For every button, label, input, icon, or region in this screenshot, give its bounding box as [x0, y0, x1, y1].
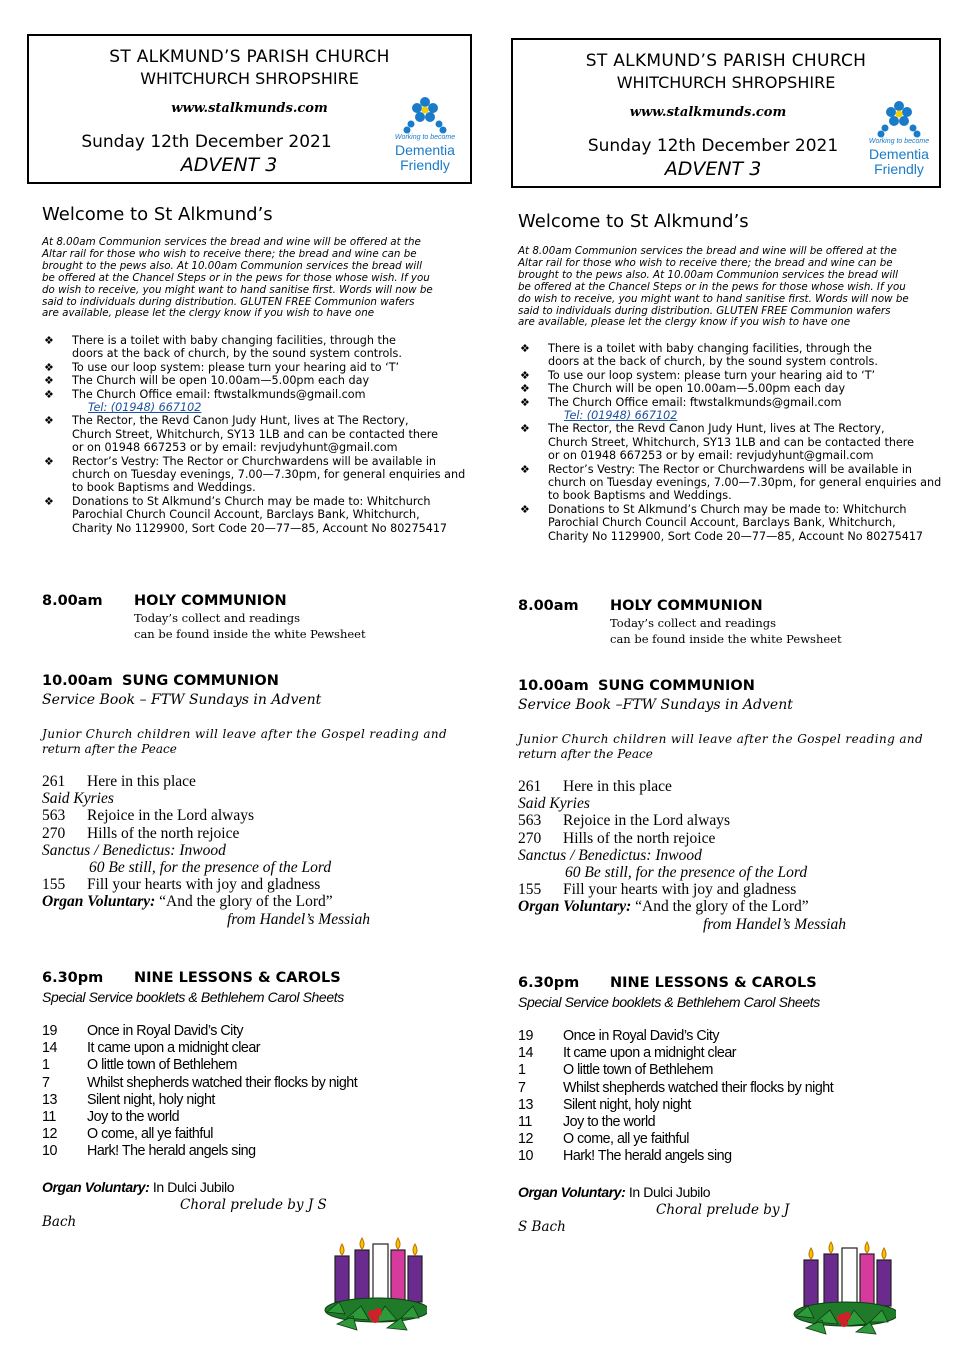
carol-row: 13 Silent night, holy night — [42, 1091, 215, 1108]
hymn-list — [518, 778, 943, 933]
hymn-row: 60 Be still, for the presence of the Lord — [565, 863, 808, 881]
choral-prelude: Choral prelude by J S — [180, 1197, 327, 1213]
carol-row: 12 O come, all ye faithful — [42, 1126, 213, 1143]
church-town: WHITCHURCH SHROPSHIRE — [140, 69, 359, 88]
intro-line: brought to the pews also. At 10.00am Communion services the bread will — [518, 268, 898, 281]
service-note: can be found inside the white Pewsheet — [134, 627, 366, 641]
hymn-row: 155 Fill your hearts with joy and gladness — [42, 876, 321, 894]
service-time: 8.00am — [42, 593, 103, 609]
intro-line: said to individuals during distribution. GLUTEN FREE Communion wafers — [518, 304, 891, 317]
hymn-row: 261 Here in this place — [518, 778, 672, 795]
service-name: NINE LESSONS & CAROLS — [134, 970, 341, 986]
bullet-loop: ❖ To use our loop system: please turn your hearing aid to ‘T’ — [520, 368, 876, 382]
church-name: ST ALKMUND’S PARISH CHURCH — [109, 47, 390, 67]
carol-row: 11 Joy to the world — [42, 1108, 180, 1125]
logo-line2: Dementia — [395, 142, 455, 158]
diamond-bullet-icon: ❖ — [44, 334, 54, 347]
welcome-title: Welcome to St Alkmund’s — [518, 211, 749, 232]
intro-paragraph — [42, 237, 467, 320]
diamond-bullet-icon: ❖ — [520, 382, 530, 396]
header-box — [511, 38, 941, 188]
carol-row: 12 O come, all ye faithful — [518, 1131, 689, 1148]
bullet-rector: ❖ The Rector, the Revd Canon Judy Hunt, lives at The Rectory, Church Street, Whitchurch, SY13 1LB and can be contacted there or on 01948 667253 or by email: revjudyhunt@gmail.com — [520, 422, 915, 463]
info-bullets — [518, 342, 943, 543]
welcome-title: Welcome to St Alkmund’s — [42, 204, 273, 225]
voluntary-source: from Handel’s Messiah — [703, 915, 846, 933]
organ-voluntary: Organ Voluntary: In Dulci Jubilo — [42, 1179, 235, 1195]
organ-voluntary: Organ Voluntary: “And the glory of the Lord” — [42, 893, 333, 911]
hymn-row: 261 Here in this place — [42, 773, 196, 790]
service-date: Sunday 12th December 2021 — [587, 136, 839, 156]
diamond-bullet-icon: ❖ — [44, 360, 54, 374]
intro-line: brought to the pews also. At 10.00am Communion services the bread will — [42, 259, 422, 272]
carol-list — [42, 1023, 472, 1161]
diamond-bullet-icon: ❖ — [520, 342, 530, 355]
bullet-rector: ❖ The Rector, the Revd Canon Judy Hunt, lives at The Rectory, Church Street, Whitchurch, SY13 1LB and can be contacted there or on 01948 667253 or by email: revjudyhunt@gmail.com — [44, 414, 439, 455]
hymn-row: Sanctus / Benedictus: Inwood — [42, 841, 226, 859]
diamond-bullet-icon: ❖ — [44, 414, 54, 428]
office-phone-link[interactable]: Tel: (01948) 667102 — [88, 401, 202, 415]
bullet-donations: ❖ Donations to St Alkmund’s Church may be made to: Whitchurch Parochial Church Council Account, Barclays Bank, Whitchurch, Charity No 1129900, Sort Code 20—77—85, Account No 80275417 — [44, 494, 448, 535]
service-note: Today’s collect and readings — [610, 616, 777, 630]
hymn-row: 155 Fill your hearts with joy and gladness — [518, 881, 797, 899]
choral-prelude: Choral prelude by J — [656, 1202, 790, 1218]
carol-row: 14 It came upon a midnight clear — [42, 1040, 261, 1057]
intro-line: said to individuals during distribution. GLUTEN FREE Communion wafers — [42, 295, 415, 308]
intro-paragraph — [518, 246, 940, 329]
hymn-row: Said Kyries — [42, 790, 114, 808]
hymn-row: 563 Rejoice in the Lord always — [518, 812, 731, 830]
forget-me-not-flower-icon — [389, 94, 461, 134]
junior-church-note: return after the Peace — [518, 747, 653, 761]
intro-line: be offered at the Chancel Steps or in the pews for those whose wish. If you — [42, 271, 430, 284]
occasion-title: ADVENT 3 — [180, 154, 278, 176]
service-book: Service Book – FTW Sundays in Advent — [42, 692, 322, 708]
logo-line3: Friendly — [400, 157, 450, 173]
service-note: Today’s collect and readings — [134, 611, 301, 625]
diamond-bullet-icon: ❖ — [520, 502, 530, 516]
diamond-bullet-icon: ❖ — [520, 422, 530, 436]
carol-row: 13 Silent night, holy night — [518, 1096, 691, 1113]
diamond-bullet-icon: ❖ — [520, 395, 530, 409]
service-note: can be found inside the white Pewsheet — [610, 632, 842, 646]
logo-line2: Dementia — [869, 146, 929, 162]
carol-row: 10 Hark! The herald angels sing — [42, 1143, 256, 1160]
intro-line: are available, please let the clergy know if you wish to have one — [42, 307, 375, 320]
hymn-row: Sanctus / Benedictus: Inwood — [518, 846, 702, 864]
forget-me-not-flower-icon — [863, 98, 935, 138]
bullet-toilet: ❖ There is a toilet with baby changing facilities, through the doors at the back of church, by the sound system controls. — [44, 334, 402, 361]
booklets-note: Special Service booklets & Bethlehem Carol Sheets — [518, 994, 820, 1010]
dementia-friendly-logo — [863, 98, 935, 186]
carol-row: 1 O little town of Bethlehem — [42, 1057, 237, 1074]
hymn-row: 270 Hills of the north rejoice — [518, 829, 716, 847]
carol-row: 11 Joy to the world — [518, 1113, 656, 1130]
diamond-bullet-icon: ❖ — [44, 387, 54, 401]
bullet-toilet: ❖ There is a toilet with baby changing facilities, through the doors at the back of church, by the sound system controls. — [520, 342, 878, 369]
service-time: 10.00am — [518, 678, 589, 694]
junior-church-note: Junior Church children will leave after the Gospel reading and — [42, 727, 448, 741]
website: www.stalkmunds.com — [629, 105, 787, 120]
intro-line: do wish to receive, you might want to hand sanitise first. Words will now be — [518, 292, 909, 305]
junior-church-note: return after the Peace — [42, 742, 177, 756]
office-phone-link[interactable]: Tel: (01948) 667102 — [564, 409, 678, 423]
service-name: SUNG COMMUNION — [598, 678, 755, 694]
diamond-bullet-icon: ❖ — [44, 454, 54, 468]
carol-row: 10 Hark! The herald angels sing — [518, 1148, 732, 1165]
service-time: 10.00am — [42, 673, 113, 689]
occasion-title: ADVENT 3 — [664, 158, 762, 180]
bullet-vestry: ❖ Rector’s Vestry: The Rector or Churchwardens will be available in church on Tuesday evenings, 7.00—7.30pm, for general enquiries and to book Baptisms and Weddings. — [520, 462, 942, 503]
service-name: HOLY COMMUNION — [610, 598, 763, 614]
hymn-list — [42, 773, 472, 928]
hymn-row: 60 Be still, for the presence of the Lord — [89, 858, 332, 876]
service-time: 6.30pm — [42, 970, 104, 986]
service-date: Sunday 12th December 2021 — [81, 132, 332, 152]
carol-row: 7 Whilst shepherds watched their flocks by night — [42, 1074, 358, 1091]
logo-line3: Friendly — [874, 161, 924, 177]
info-bullets — [42, 334, 477, 535]
booklets-note: Special Service booklets & Bethlehem Carol Sheets — [42, 989, 344, 1005]
service-name: HOLY COMMUNION — [134, 593, 287, 609]
diamond-bullet-icon: ❖ — [520, 368, 530, 382]
hymn-row: 563 Rejoice in the Lord always — [42, 807, 255, 825]
carol-list — [518, 1028, 943, 1166]
advent-wreath-icon — [786, 1234, 896, 1344]
bullet-opening: ❖ The Church will be open 10.00am—5.00pm each day — [520, 382, 846, 396]
intro-line: At 8.00am Communion services the bread and wine will be offered at the — [518, 245, 897, 257]
church-name: ST ALKMUND’S PARISH CHURCH — [585, 51, 867, 71]
bullet-loop: ❖ To use our loop system: please turn your hearing aid to ‘T’ — [44, 360, 400, 374]
service-time: 8.00am — [518, 598, 579, 614]
hymn-row: Said Kyries — [518, 795, 590, 813]
bullet-opening: ❖ The Church will be open 10.00am—5.00pm each day — [44, 374, 370, 388]
carol-row: 19 Once in Royal David’s City — [42, 1023, 243, 1039]
intro-line: are available, please let the clergy know if you wish to have one — [518, 316, 851, 329]
service-book: Service Book –FTW Sundays in Advent — [518, 697, 793, 713]
dementia-friendly-logo — [389, 94, 461, 182]
junior-church-note: Junior Church children will leave after the Gospel reading and — [518, 732, 924, 746]
bullet-vestry: ❖ Rector’s Vestry: The Rector or Churchwardens will be available in church on Tuesday evenings, 7.00—7.30pm, for general enquiries and to book Baptisms and Weddings. — [44, 454, 466, 495]
intro-line: At 8.00am Communion services the bread and wine will be offered at the — [42, 236, 421, 248]
website: www.stalkmunds.com — [171, 101, 328, 116]
diamond-bullet-icon: ❖ — [520, 462, 530, 476]
service-time: 6.30pm — [518, 975, 580, 991]
church-town: WHITCHURCH SHROPSHIRE — [616, 73, 836, 92]
organ-voluntary: Organ Voluntary: In Dulci Jubilo — [518, 1184, 711, 1200]
bullet-office: ❖ The Church Office email: ftwstalkmunds@gmail.com Tel: (01948) 667102 — [42, 388, 477, 415]
header-box — [27, 34, 472, 184]
diamond-bullet-icon: ❖ — [44, 494, 54, 508]
advent-wreath-icon — [317, 1230, 427, 1340]
logo-line1: Working to become — [868, 138, 930, 145]
carol-row: 19 Once in Royal David’s City — [518, 1028, 719, 1044]
bullet-office: ❖ The Church Office email: ftwstalkmunds@gmail.com Tel: (01948) 667102 — [518, 396, 943, 423]
intro-line: Altar rail for those who wish to receive there; the bread and wine can be — [518, 256, 893, 269]
carol-row: 7 Whilst shepherds watched their flocks by night — [518, 1079, 834, 1096]
carol-row: 1 O little town of Bethlehem — [518, 1062, 713, 1079]
bullet-donations: ❖ Donations to St Alkmund’s Church may be made to: Whitchurch Parochial Church Council Account, Barclays Bank, Whitchurch, Charity No 1129900, Sort Code 20—77—85, Account No 80275417 — [520, 502, 924, 543]
choral-prelude: S Bach — [518, 1219, 566, 1235]
organ-voluntary: Organ Voluntary: “And the glory of the Lord” — [518, 898, 809, 916]
service-name: NINE LESSONS & CAROLS — [610, 975, 817, 991]
service-name: SUNG COMMUNION — [122, 673, 279, 689]
hymn-row: 270 Hills of the north rejoice — [42, 824, 240, 842]
choral-prelude: Bach — [42, 1214, 77, 1230]
logo-line1: Working to become — [394, 134, 456, 141]
diamond-bullet-icon: ❖ — [44, 374, 54, 388]
voluntary-source: from Handel’s Messiah — [227, 910, 370, 928]
intro-line: be offered at the Chancel Steps or in the pews for those whose wish. If you — [518, 280, 906, 293]
intro-line: do wish to receive, you might want to hand sanitise first. Words will now be — [42, 283, 433, 296]
intro-line: Altar rail for those who wish to receive there; the bread and wine can be — [42, 247, 417, 260]
carol-row: 14 It came upon a midnight clear — [518, 1045, 737, 1062]
